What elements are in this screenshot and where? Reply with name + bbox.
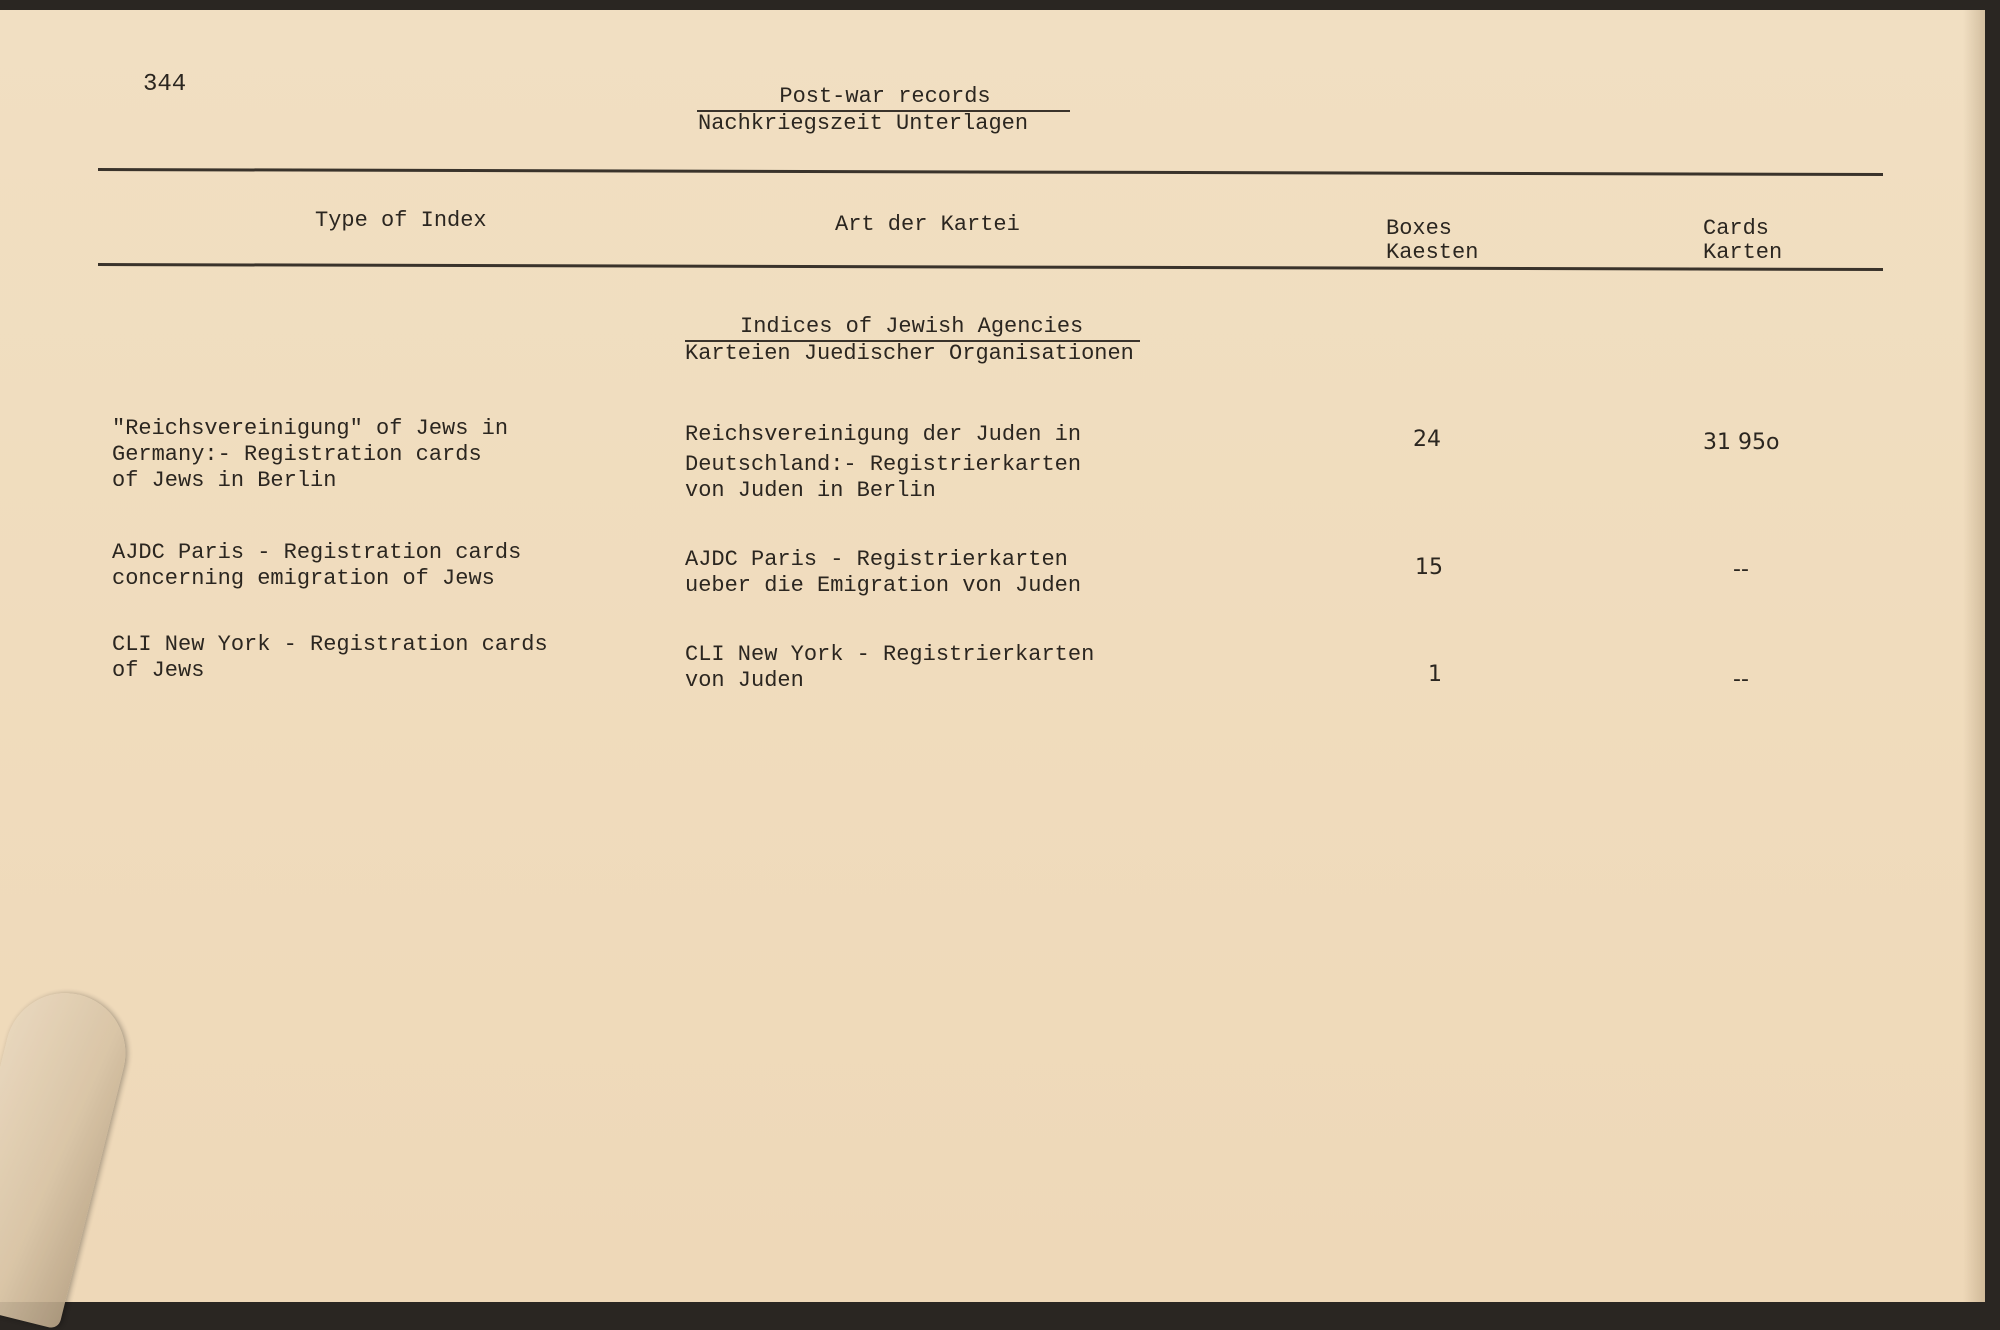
row-1-english xyxy=(112,416,508,494)
column-header-boxes-de: Kaesten xyxy=(1386,240,1479,265)
row-1-german-line-1: Reichsvereinigung der Juden in xyxy=(685,422,1082,447)
row-2-german xyxy=(685,547,1081,599)
header-rule-bottom xyxy=(98,263,1883,271)
row-1-cards: 31 95o xyxy=(1703,430,1780,455)
row-2-cards: -- xyxy=(1733,557,1749,582)
document-page xyxy=(0,10,1985,1302)
row-2-german-line-2: ueber die Emigration von Juden xyxy=(685,573,1082,598)
holding-tool xyxy=(0,980,138,1329)
row-1-boxes: 24 xyxy=(1413,427,1441,452)
column-header-type-of-index: Type of Index xyxy=(315,208,487,233)
row-2-german-line-1: AJDC Paris - Registrierkarten xyxy=(685,547,1068,572)
row-3-english-line-2: of Jews xyxy=(112,658,205,683)
title-german: Nachkriegszeit Unterlagen xyxy=(698,111,1029,136)
row-1-german-line-2: Deutschland:- Registrierkarten xyxy=(685,452,1082,477)
title-english: Post-war records xyxy=(779,84,991,109)
page-number: 344 xyxy=(143,71,187,98)
section-title-english: Indices of Jewish Agencies xyxy=(740,314,1084,339)
row-3-german xyxy=(685,642,1094,694)
row-3-english xyxy=(112,632,548,684)
row-3-german-line-1: CLI New York - Registrierkarten xyxy=(685,642,1095,667)
row-2-english xyxy=(112,540,521,592)
column-header-cards-de: Karten xyxy=(1703,240,1783,265)
row-1-english-line-1: "Reichsvereinigung" of Jews in xyxy=(112,416,509,441)
row-3-cards: -- xyxy=(1733,667,1749,692)
row-2-english-line-1: AJDC Paris - Registration cards xyxy=(112,540,522,565)
row-2-english-line-2: concerning emigration of Jews xyxy=(112,566,495,591)
column-header-boxes-en: Boxes xyxy=(1386,216,1453,241)
column-header-cards-en: Cards xyxy=(1703,216,1770,241)
row-1-english-line-2: Germany:- Registration cards xyxy=(112,442,482,467)
page-edge-shadow xyxy=(1963,10,1985,1302)
section-title-german: Karteien Juedischer Organisationen xyxy=(685,341,1134,366)
row-3-german-line-2: von Juden xyxy=(685,668,804,693)
row-1-german-line-3: von Juden in Berlin xyxy=(685,478,936,503)
row-1-english-line-3: of Jews in Berlin xyxy=(112,468,337,493)
row-3-english-line-1: CLI New York - Registration cards xyxy=(112,632,548,657)
column-header-art-der-kartei: Art der Kartei xyxy=(835,212,1020,237)
column-header-boxes xyxy=(1386,217,1478,265)
row-3-boxes: 1 xyxy=(1428,662,1442,687)
row-2-boxes: 15 xyxy=(1415,555,1443,580)
column-header-cards xyxy=(1703,217,1782,265)
row-1-german xyxy=(685,420,1081,502)
header-rule-top xyxy=(98,168,1883,176)
